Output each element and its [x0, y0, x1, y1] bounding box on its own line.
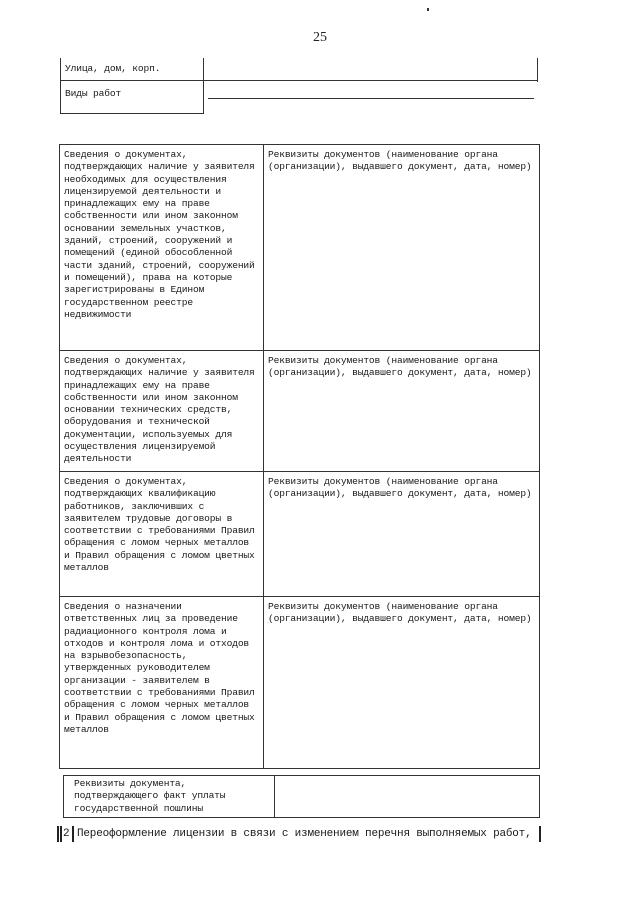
state-fee-table — [63, 775, 540, 818]
address-table — [60, 58, 538, 114]
table-row — [60, 351, 540, 472]
document-requisites-cell: Реквизиты документов (наименование органа (организации), выдавшего документ, дата, номер) — [264, 472, 540, 597]
table-bottom-line — [60, 113, 204, 114]
document-requisites-cell: Реквизиты документов (наименование органа (организации), выдавшего документ, дата, номер) — [264, 145, 540, 351]
table-row-line — [60, 80, 538, 81]
street-label: Улица, дом, корп. — [65, 63, 161, 74]
document-description-cell: Сведения о назначении ответственных лиц за проведение радиационного контроля лома и отходов и контроля лома и отходов на взрывобезопасность, утвержденных руководителем организации - заявителем в соответствии с требованиями Правил обращения с ломом черных металлов и Правил обращения с ломом цветных металлов — [60, 597, 264, 769]
document-description-cell: Сведения о документах, подтверждающих квалификацию работников, заключивших с заявителем трудовые договоры в соответствии с требованиями Правил обращения с ломом черных металлов и Правил обращения с ломом цветных металлов — [60, 472, 264, 597]
option-number: 2 — [63, 828, 70, 840]
fee-description-cell: Реквизиты документа, подтверждающего факт уплаты государственной пошлины — [64, 776, 275, 818]
bar-right — [539, 826, 541, 842]
bar-left — [57, 826, 59, 842]
option-text: Переоформление лицензии в связи с изменением перечня выполняемых работ, — [77, 828, 532, 840]
scan-speck — [427, 8, 429, 11]
document-requisites-cell: Реквизиты документов (наименование органа (организации), выдавшего документ, дата, номер) — [264, 597, 540, 769]
work-types-fill-line — [208, 98, 534, 99]
fee-requisites-cell — [275, 776, 540, 818]
table-border-right — [537, 58, 538, 82]
bar-separator — [72, 826, 74, 842]
documents-table — [59, 144, 540, 769]
page-number: 25 — [313, 30, 327, 45]
table-border-left — [60, 58, 61, 114]
table-divider — [203, 58, 204, 114]
reissue-option-line — [57, 826, 541, 842]
bar-left-inner — [60, 826, 62, 842]
table-row — [60, 597, 540, 769]
document-description-cell: Сведения о документах, подтверждающих наличие у заявителя необходимых для осуществления лицензируемой деятельности и принадлежащих ему на праве собственности или ином законном основании земельных участков, зданий, строений, сооружений и помещений (единой обособленной части зданий, строений, сооружений и помещений), права на которые зарегистрированы в Едином государственном реестре недвижимости — [60, 145, 264, 351]
document-requisites-cell: Реквизиты документов (наименование органа (организации), выдавшего документ, дата, номер) — [264, 351, 540, 472]
work-types-label: Виды работ — [65, 88, 122, 99]
table-row — [60, 472, 540, 597]
table-row — [60, 145, 540, 351]
document-description-cell: Сведения о документах, подтверждающих наличие у заявителя принадлежащих ему на праве собственности или ином законном основании технических средств, оборудования и технической документации, используемых для осуществления лицензируемой деятельности — [60, 351, 264, 472]
table-row — [64, 776, 540, 818]
